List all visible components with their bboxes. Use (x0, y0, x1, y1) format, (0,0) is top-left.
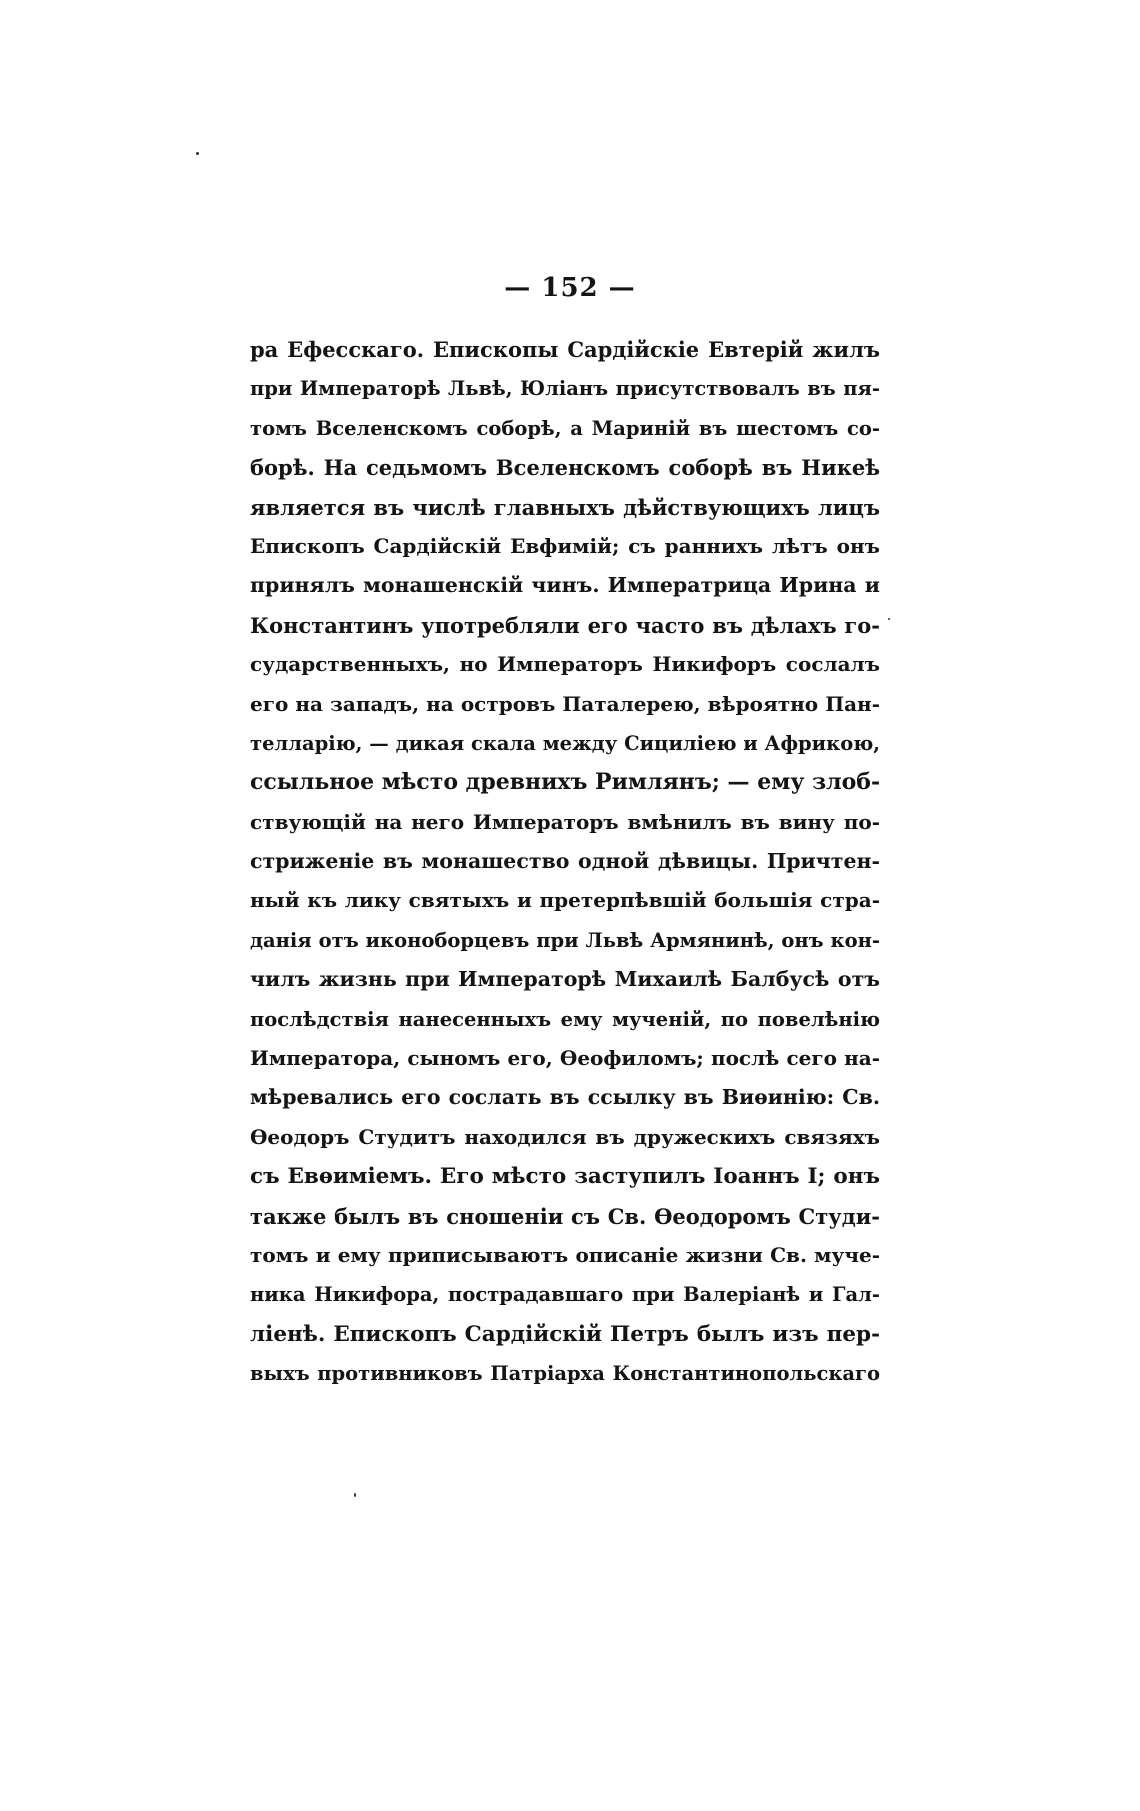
text-line: томъ и ему приписываютъ описаніе жизни Св. муче- (250, 1242, 880, 1267)
text-line: ствующій на него Императоръ вмѣнилъ въ вину по- (250, 809, 880, 834)
text-line: ліенѣ. Епископъ Сардійскій Петръ былъ изъ пер- (250, 1321, 880, 1347)
text-line: стриженіе въ монашество одной дѣвицы. Причтен- (250, 849, 880, 874)
text-line: сударственныхъ, но Императоръ Никифоръ сослалъ (250, 652, 880, 677)
text-line: Ѳеодоръ Студитъ находился въ дружескихъ связяхъ (250, 1124, 880, 1149)
paper-speck (888, 618, 890, 620)
text-line: томъ Вселенскомъ соборѣ, а Маринiй въ шестомъ со- (250, 416, 880, 440)
page-number: — 152 — (504, 273, 636, 303)
text-line: мѣревались его сослать въ ссылку въ Виѳинію: Св. (250, 1085, 880, 1110)
text-line: съ Евѳиміемъ. Его мѣсто заступилъ Іоаннъ I; онъ (250, 1164, 880, 1190)
text-line: телларію, — дикая скала между Сициліею и Африкою, (250, 731, 880, 755)
text-line: Епископъ Сардійскій Евфимій; съ раннихъ лѣтъ онъ (250, 533, 880, 558)
text-line: ника Никифора, пострадавшаго при Валеріанѣ и Гал- (250, 1283, 880, 1307)
body-text (250, 330, 880, 1394)
paper-speck (354, 1493, 356, 1497)
text-line: принялъ монашенскій чинъ. Императрица Ирина и (250, 573, 880, 598)
text-line: ра Ефесскаго. Епископы Сардійскіе Евтерій жилъ (250, 337, 880, 362)
text-line: данія отъ иконоборцевъ при Львѣ Армянинѣ, онъ кон- (250, 928, 880, 952)
text-line: Константинъ употребляли его часто въ дѣлахъ го- (250, 612, 880, 638)
text-line: борѣ. На седьмомъ Вселенскомъ соборѣ въ Никеѣ (250, 455, 880, 481)
text-line: ный къ лику святыхъ и претерпѣвшій большія стра- (250, 888, 880, 913)
text-line: является въ числѣ главныхъ дѣйствующихъ лицъ (250, 494, 880, 520)
text-line: Императора, сыномъ его, Ѳеофиломъ; послѣ сего на- (250, 1046, 880, 1071)
text-line: также былъ въ сношеніи съ Св. Ѳеодоромъ Студи- (250, 1203, 880, 1229)
text-line: выхъ противниковъ Патріарха Константинопольскаго (250, 1362, 880, 1386)
paper-speck (196, 152, 199, 155)
text-line: послѣдствія нанесенныхъ ему мученій, по повелѣнію (250, 1007, 880, 1031)
text-line: его на западъ, на островъ Паталерею, вѣроятно Пан- (250, 691, 880, 716)
text-line: ссыльное мѣсто древнихъ Римлянъ; — ему злоб- (250, 769, 881, 796)
text-line: при Императорѣ Львѣ, Юліанъ присутствовалъ въ пя- (250, 377, 880, 401)
text-line: чилъ жизнь при Императорѣ Михаилѣ Балбусѣ отъ (250, 967, 880, 992)
